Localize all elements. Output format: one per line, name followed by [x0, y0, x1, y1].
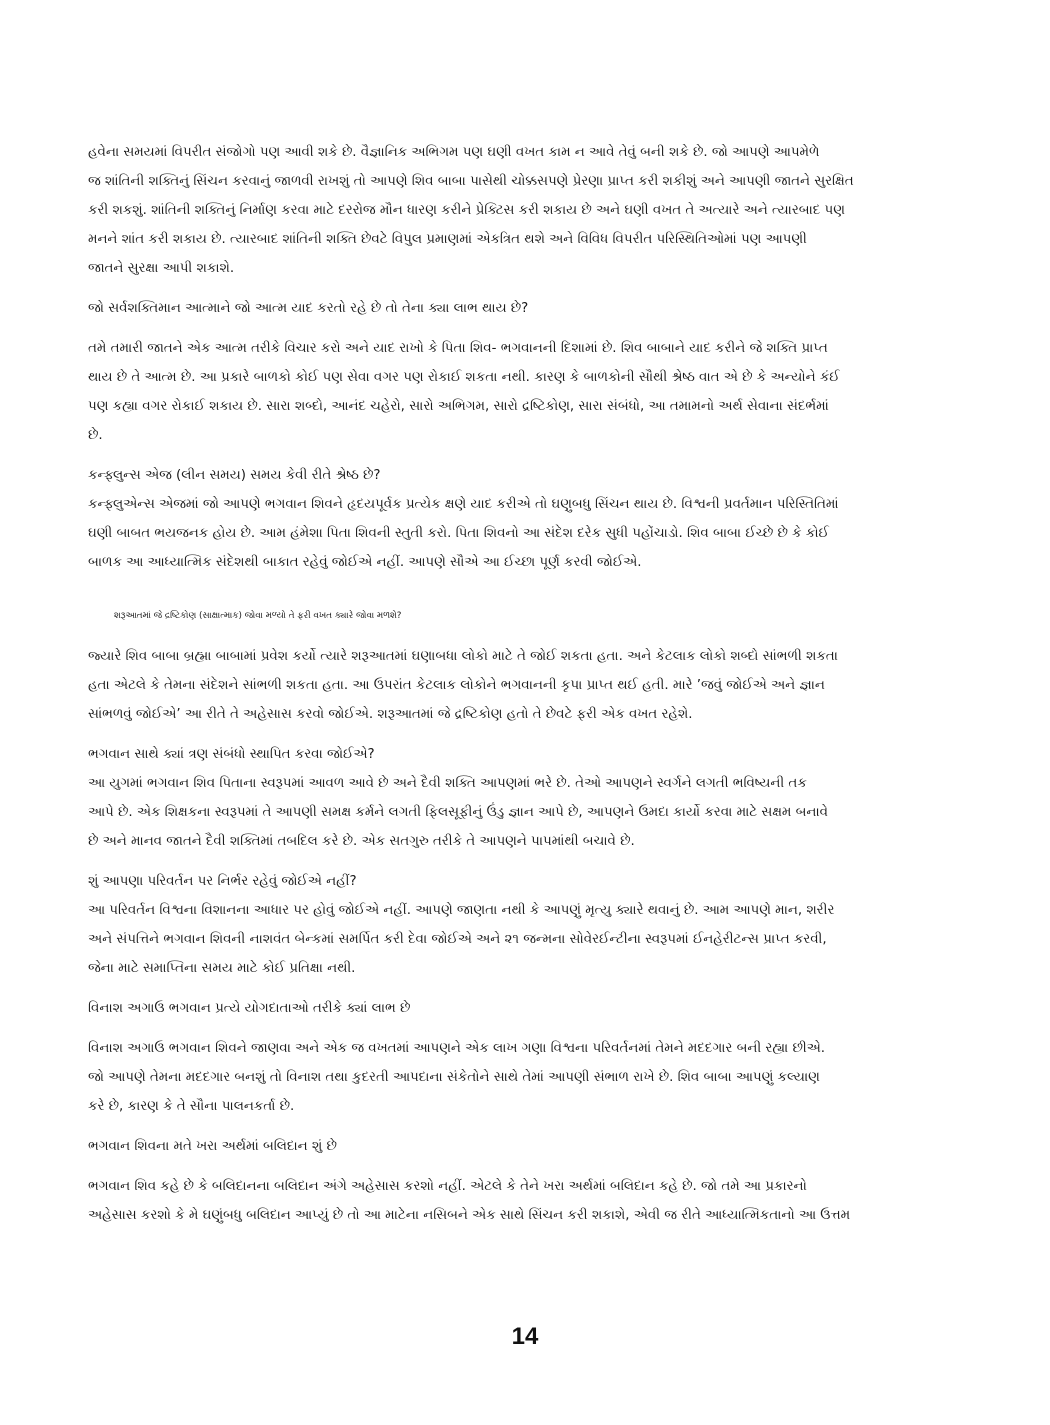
section-paragraph [88, 490, 948, 577]
text-line: હતા એટલે કે તેમના સંદેશને સાંભળી શકતા હતા. આ ઉપરાંત કેટલાક લોકોને ભગવાનની કૃપા પ્રાપ્ત થઈ હતી. મારે ’જવું જોઈએ અને જ્ઞાન [88, 678, 825, 693]
section-heading: કન્ફ્લુન્સ એજ (લીન સમય) સમય કેવી રીતે શ્રેષ્ઠ છે? [88, 468, 381, 483]
text-line: વિનાશ અગાઉ ભગવાન શિવને જાણવા અને એક જ વખતમાં આપણને એક લાખ ગણા વિશ્વના પરિવર્તનમાં તેમને મદદગાર બની રહ્યા છીએ. [88, 1041, 826, 1056]
text-line: હવેના સમયમાં વિપરીત સંજોગો પણ આવી શકે છે. વૈજ્ઞાનિક અભિગમ પણ ઘણી વખત કામ ન આવે તેવું બની શકે છે. જો આપણે આપમેળે [88, 145, 820, 160]
section-paragraph [88, 642, 948, 729]
text-line: કરી શકશું. શાંતિની શક્તિનું નિર્માણ કરવા માટે દરરોજ મૌન ધારણ કરીને પ્રેક્ટિસ કરી શકાય છે અને ઘણી વખત તે અત્યારે અને ત્યારબાદ પણ [88, 203, 845, 218]
document-page [88, 138, 948, 1241]
text-line: જો આપણે તેમના મદદગાર બનશું તો વિનાશ તથા કુદરતી આપદાના સંકેતોને સાથે તેમાં આપણી સંભાળ રાખે છે. શિવ બાબા આપણું કલ્યાણ [88, 1070, 820, 1085]
text-line: જ શાંતિની શક્તિનું સિંચન કરવાનું જાળવી રાખશું તો આપણે શિવ બાબા પાસેથી ચોક્કસપણે પ્રેરણા પ્રાપ્ત કરી શકીશું અને આપણી જાતને સુરક્ષિત [88, 174, 854, 189]
text-line: અને સંપત્તિને ભગવાન શિવની નાશવંત બેન્કમાં સમર્પિત કરી દેવા જોઈએ અને ૨૧ જન્મના સોવેરઈન્ટીના સ્વરૂપમાં ઈનહેરીટન્સ પ્રાપ્ત કરવી, [88, 932, 827, 947]
page-number: 14 [511, 1323, 539, 1350]
section-heading: જો સર્વશક્તિમાન આત્માને જો આત્મ યાદ કરતો રહે છે તો તેના ક્યા લાભ થાય છે? [88, 301, 529, 316]
text-line: કરે છે, કારણ કે તે સૌના પાલનકર્તા છે. [88, 1099, 295, 1114]
text-line: પણ કહ્યા વગર રોકાઈ શકાય છે. સારા શબ્દો, આનંદ ચહેરો, સારો અભિગમ, સારો દ્રષ્ટિકોણ, સારા સંબંધો, આ તમામનો અર્થ સેવાના સંદર્ભમાં [88, 399, 829, 414]
section-paragraph [88, 769, 948, 856]
text-line: છે અને માનવ જાતને દૈવી શક્તિમાં તબદિલ કરે છે. એક સતગુરુ તરીકે તે આપણને પાપમાંથી બચાવે છે. [88, 834, 635, 849]
section-paragraph [88, 1034, 948, 1121]
section-paragraph [88, 1172, 948, 1230]
section-heading: ભગવાન શિવના મતે ખરા અર્થમાં બલિદાન શું છે [88, 1139, 337, 1154]
section-heading: શરૂઆતમાં જે દ્રષ્ટિકોણ (સાક્ષાત્માક) જોવા મળ્યો તે ફરી વખત ક્યારે જોવા મળશે? [114, 611, 402, 621]
section-heading: ભગવાન સાથે ક્યાં ત્રણ સંબંધો સ્થાપિત કરવા જોઈએ? [88, 747, 375, 762]
text-line: આ પરિવર્તન વિશ્વના વિશાનના આધાર પર હોવું જોઈએ નહીં. આપણે જાણતા નથી કે આપણું મૃત્યુ ક્યારે થવાનું છે. આમ આપણે માન, શરીર [88, 903, 835, 918]
text-line: કન્ફ્લુએન્સ એજમાં જો આપણે ભગવાન શિવને હૃદયપૂર્વક પ્રત્યેક ક્ષણે યાદ કરીએ તો ઘણુબધુ સિંચન થાય છે. વિશ્વની પ્રવર્તમાન પરિસ્તિતિમાં [88, 497, 839, 512]
section-paragraph [88, 896, 948, 983]
text-line: ઘણી બાબત ભયજનક હોય છે. આમ હંમેશા પિતા શિવની સ્તુતી કરો. પિતા શિવનો આ સંદેશ દરેક સુધી પહોંચાડો. શિવ બાબા ઈચ્છે છે કે કોઈ [88, 526, 829, 541]
text-line: છે. [88, 428, 103, 443]
text-line: થાય છે તે આત્મ છે. આ પ્રકારે બાળકો કોઈ પણ સેવા વગર પણ રોકાઈ શકતા નથી. કારણ કે બાળકોની સૌથી શ્રેષ્ઠ વાત એ છે કે અન્યોને કંઈ [88, 370, 840, 385]
text-line: જ્યારે શિવ બાબા બ્રહ્મા બાબામાં પ્રવેશ કર્યો ત્યારે શરૂઆતમાં ઘણાબધા લોકો માટે તે જોઈ શકતા હતા. અને કેટલાક લોકો શબ્દો સાંભળી શકતા [88, 649, 838, 664]
paragraph-intro [88, 138, 948, 283]
text-line: ભગવાન શિવ કહે છે કે બલિદાનના બલિદાન અંગે અહેસાસ કરશો નહીં. એટલે કે તેને ખરા અર્થમાં બલિદાન કહે છે. જો તમે આ પ્રકારનો [88, 1179, 807, 1194]
section-heading: શું આપણા પરિવર્તન પર નિર્ભર રહેવું જોઈએ નહીં? [88, 874, 357, 889]
text-line: તમે તમારી જાતને એક આત્મ તરીકે વિચાર કરો અને યાદ રાખો કે પિતા શિવ- ભગવાનની દિશામાં છે. શિવ બાબાને યાદ કરીને જે શક્તિ પ્રાપ્ત [88, 341, 828, 356]
text-line: આપે છે. એક શિક્ષકના સ્વરૂપમાં તે આપણી સમક્ષ કર્મને લગતી ફિલસૂફીનું ઉંડુ જ્ઞાન આપે છે, આપણને ઉમદા કાર્યો કરવા માટે સક્ષમ બનાવે [88, 805, 828, 820]
text-line: અહેસાસ કરશો કે મે ઘણુંબધુ બલિદાન આપ્યું છે તો આ માટેના નસિબને એક સાથે સિંચન કરી શકાશે, એવી જ રીતે આધ્યાત્મિકતાનો આ ઉત્તમ [88, 1208, 851, 1223]
spacer [88, 588, 948, 602]
section-heading: વિનાશ અગાઉ ભગવાન પ્રત્યે યોગદાતાઓ તરીકે ક્યાં લાભ છે [88, 1001, 411, 1016]
section-paragraph [88, 334, 948, 450]
text-line: મનને શાંત કરી શકાય છે. ત્યારબાદ શાંતિની શક્તિ છેવટે વિપુલ પ્રમાણમાં એકત્રિત થશે અને વિવિધ વિપરીત પરિસ્થિતિઓમાં પણ આપણી [88, 232, 807, 247]
text-line: સાંભળવું જોઈએ’ આ રીતે તે અહેસાસ કરવો જોઈએ. શરૂઆતમાં જે દ્રષ્ટિકોણ હતો તે છેવટે ફરી એક વખત રહેશે. [88, 707, 693, 722]
text-line: આ યુગમાં ભગવાન શિવ પિતાના સ્વરૂપમાં આવળ આવે છે અને દૈવી શક્તિ આપણમાં ભરે છે. તેઓ આપણને સ્વર્ગને લગતી ભવિષ્યની તક [88, 776, 807, 791]
text-line: જાતને સુરક્ષા આપી શકાશે. [88, 261, 235, 276]
text-line: જેના માટે સમાપ્તિના સમય માટે કોઈ પ્રતિક્ષા નથી. [88, 961, 356, 976]
text-line: બાળક આ આધ્યાત્મિક સંદેશથી બાકાત રહેવું જોઈએ નહીં. આપણે સૌએ આ ઈચ્છા પૂર્ણ કરવી જોઈએ. [88, 555, 642, 570]
